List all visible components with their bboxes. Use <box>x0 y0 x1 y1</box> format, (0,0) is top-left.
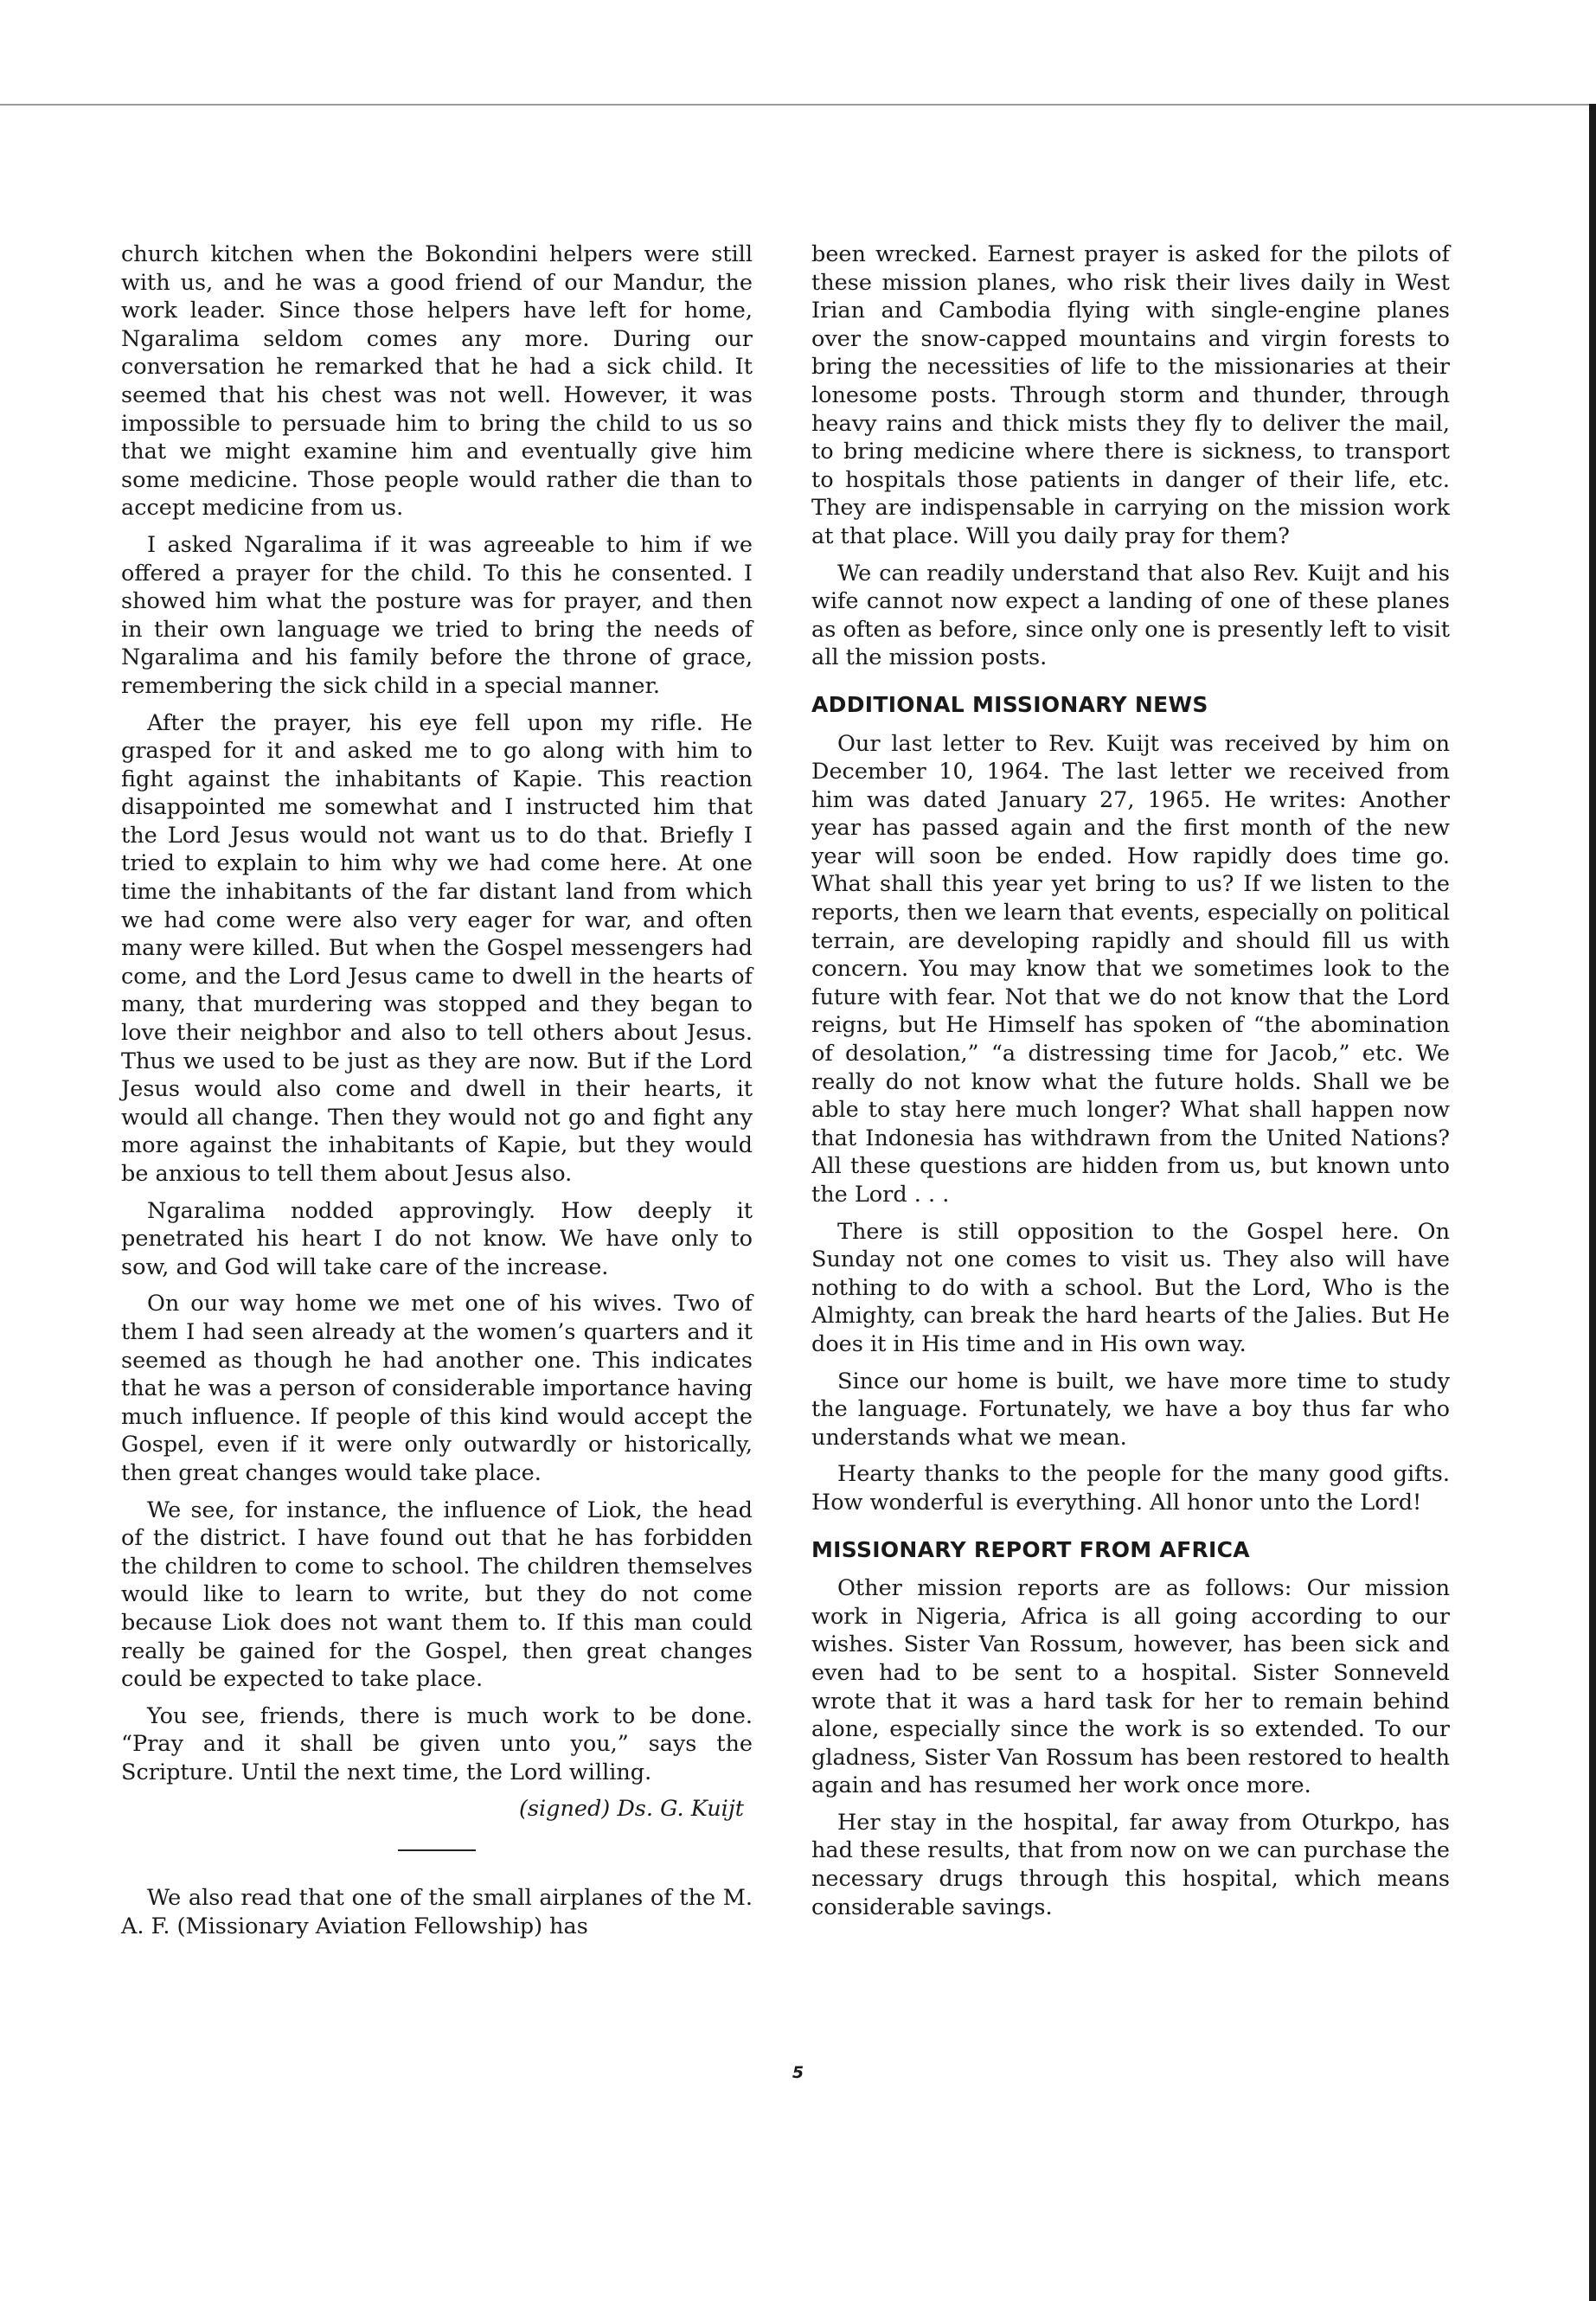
heading-missionary-report-africa: MISSIONARY REPORT FROM AFRICA <box>811 1536 1250 1562</box>
news-paragraph-4: Hearty thanks to the people for the many good gifts. How wonderful is everything. All honor unto the Lord! <box>811 1461 1450 1516</box>
left-paragraph-3: After the prayer, his eye fell upon my rifle. He grasped for it and asked me to go along with him to fight against the inhabitants of Kapie. This reaction disappointed me somewhat and I instructed him that the Lord Jesus would not want us to do that. Briefly I tried to explain to him why we had come here. At one time the inhabitants of the far distant land from which we had come were also very eager for war, and often many were killed. But when the Gospel messengers had come, and the Lord Jesus came to dwell in the hearts of many, that murdering was stopped and they began to love their neighbor and also to tell others about Jesus. Thus we used to be just as they are now. But if the Lord Jesus would also come and dwell in their hearts, it would all change. Then they would not go and fight any more against the inhabitants of Kapie, but they would be anxious to tell them about Jesus also. <box>121 709 753 1187</box>
left-paragraph-4: Ngaralima nodded approvingly. How deeply it penetrated his heart I do not know. We have only to sow, and God will take care of the increase. <box>121 1197 753 1280</box>
section-divider <box>398 1849 476 1851</box>
signature: (signed) Ds. G. Kuijt <box>518 1796 744 1823</box>
left-paragraph-7: You see, friends, there is much work to be done. “Pray and it shall be given unto you,” says the Scripture. Until the next time, the Lord willing. <box>121 1702 753 1785</box>
news-paragraph-1: Our last letter to Rev. Kuijt was received by him on December 10, 1964. The last letter we received from him was dated January 27, 1965. He writes: Another year has passed again and the first month of the new year will soon be ended. How rapidly does time go. What shall this year yet bring to us? If we listen to the reports, then we learn that events, especially on political terrain, are developing rapidly and should fill us with concern. You may know that we sometimes look to the future with fear. Not that we do not know that the Lord reigns, but He Himself has spoken of “the abomination of desolation,” “a distressing time for Jacob,” etc. We really do not know what the future holds. Shall we be able to stay here much longer? What shall happen now that Indonesia has withdrawn from the United Nations? All these questions are hidden from us, but known unto the Lord . . . <box>811 730 1450 1208</box>
news-paragraph-3: Since our home is built, we have more time to study the language. Fortunately, we have a boy thus far who understands what we mean. <box>811 1368 1450 1451</box>
heading-additional-missionary-news: ADDITIONAL MISSIONARY NEWS <box>811 691 1208 717</box>
africa-paragraph-2: Her stay in the hospital, far away from Oturkpo, has had these results, that from now on we can purchase the necessary drugs through this hospital, which means considerable savings. <box>811 1809 1450 1920</box>
news-paragraph-2: There is still opposition to the Gospel here. On Sunday not one comes to visit us. They also will have nothing to do with a school. But the Lord, Who is the Almighty, can break the hard hearts of the Jalies. But He does it in His time and in His own way. <box>811 1218 1450 1357</box>
left-paragraph-5: On our way home we met one of his wives. Two of them I had seen already at the women’s quarters and it seemed as though he had another one. This indicates that he was a person of considerable importance having much influence. If people of this kind would accept the Gospel, even if it were only outwardly or historically, then great changes would take place. <box>121 1291 753 1486</box>
left-paragraph-1: church kitchen when the Bokondini helpers were still with us, and he was a good friend of our Mandur, the work leader. Since those helpers have left for home, Ngaralima seldom comes any more. During our conversation he remarked that he had a sick child. It seemed that his chest was not well. However, it was impossible to persuade him to bring the child to us so that we might examine him and eventually give him some medicine. Those people would rather die than to accept medicine from us. <box>121 241 753 522</box>
left-paragraph-6: We see, for instance, the influence of Liok, the head of the district. I have found out that he has forbidden the children to come to school. The children themselves would like to learn to write, but they do not come because Liok does not want them to. If this man could really be gained for the Gospel, then great changes could be expected to take place. <box>121 1497 753 1693</box>
left-paragraph-2: I asked Ngaralima if it was agreeable to him if we offered a prayer for the child. To this he consented. I showed him what the posture was for prayer, and then in their own language we tried to bring the needs of Ngaralima and his family before the throne of grace, remembering the sick child in a special manner. <box>121 531 753 699</box>
scan-edge-right <box>1589 104 1596 2301</box>
right-paragraph-2: We can readily understand that also Rev. Kuijt and his wife cannot now expect a landing of one of these planes as often as before, since only one is presently left to visit all the mission posts. <box>811 560 1450 671</box>
page-number: 5 <box>792 2063 804 2082</box>
left-column <box>121 240 753 1949</box>
left-closing-paragraph: We also read that one of the small airplanes of the M. A. F. (Missionary Aviation Fellowship) has <box>121 1885 753 1939</box>
right-column <box>811 240 1450 1930</box>
right-paragraph-1: been wrecked. Earnest prayer is asked for the pilots of these mission planes, who risk their lives daily in West Irian and Cambodia flying with single-engine planes over the snow-capped mountains and virgin forests to bring the necessities of life to the missionaries at their lonesome posts. Through storm and thunder, through heavy rains and thick mists they fly to deliver the mail, to bring medicine where there is sickness, to transport to hospitals those patients in danger of their life, etc. They are indispensable in carrying on the mission work at that place. Will you daily pray for them? <box>811 241 1450 549</box>
scan-edge-top <box>0 104 1596 106</box>
africa-paragraph-1: Other mission reports are as follows: Our mission work in Nigeria, Africa is all going according to our wishes. Sister Van Rossum, however, has been sick and even had to be sent to a hospital. Sister Sonneveld wrote that it was a hard task for her to remain behind alone, especially since the work is so extended. To our gladness, Sister Van Rossum has been restored to health again and has resumed her work once more. <box>811 1575 1450 1799</box>
